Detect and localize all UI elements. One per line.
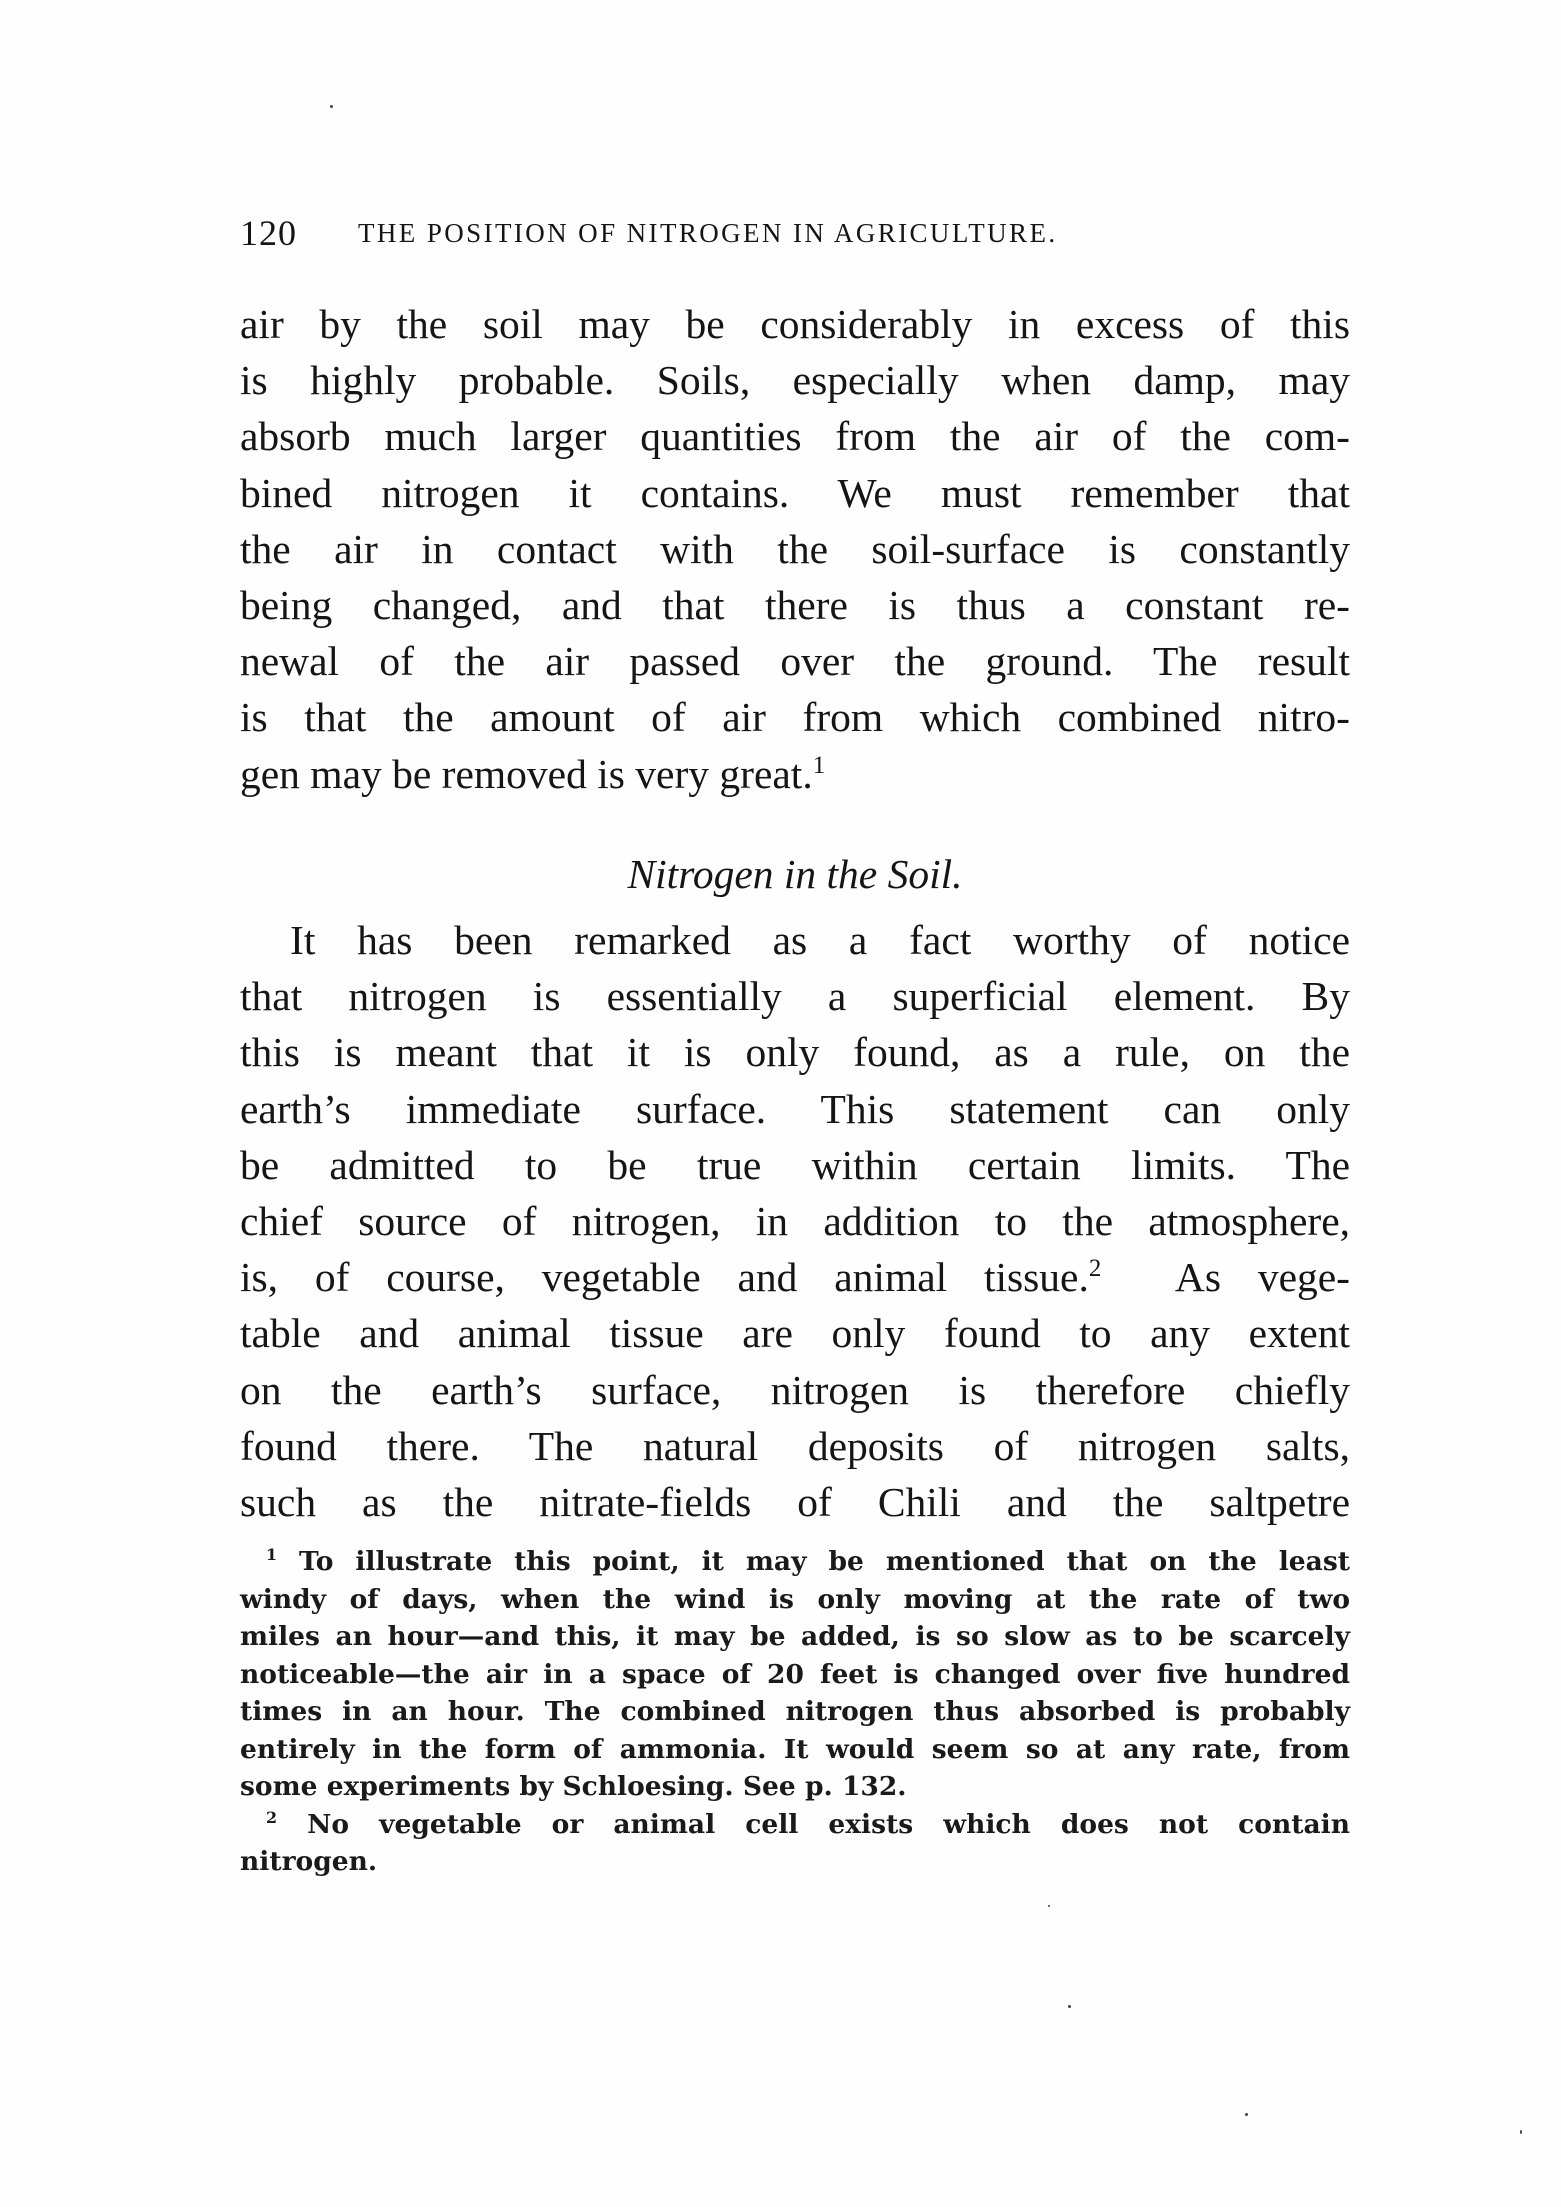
text-line: is that the amount of air from which combined nitro-: [240, 694, 1350, 741]
text-line: table and animal tissue are only found to any extent: [240, 1310, 1350, 1357]
paper-speck: [1048, 1905, 1050, 1907]
footnote-line: windy of days, when the wind is only moving at the rate of two: [240, 1583, 1350, 1615]
text-line: It has been remarked as a fact worthy of notice: [290, 917, 1350, 963]
page-number: 120: [240, 213, 297, 253]
text-line-content: gen may be removed is very great.: [240, 750, 813, 797]
text-line: be admitted to be true within certain limits. The: [240, 1141, 1350, 1188]
text-line-with-footnote-ref: [240, 1249, 1350, 1305]
text-line: chief source of nitrogen, in addition to the atmosphere,: [240, 1197, 1350, 1244]
paper-speck: [330, 105, 333, 108]
footnote-line: nitrogen.: [240, 1846, 378, 1877]
paper-speck: [1520, 2130, 1522, 2134]
footnote-1-first-line: [240, 1543, 1350, 1581]
footnote-text: No vegetable or animal cell exists which does not contain: [307, 1808, 1350, 1840]
text-line-tail: As vege-: [1174, 1254, 1351, 1301]
text-line: found there. The natural deposits of nitrogen salts,: [240, 1422, 1350, 1469]
footnote-line: miles an hour—and this, it may be added, is so slow as to be scarcely: [240, 1621, 1350, 1652]
running-head: [240, 212, 1350, 262]
text-line: on the earth’s surface, nitrogen is therefore chiefly: [240, 1366, 1350, 1413]
footnote-marker-1: 1: [266, 1545, 278, 1565]
text-line-content: is, of course, vegetable and animal tissue.: [240, 1254, 1089, 1301]
section-heading: Nitrogen in the Soil.: [627, 851, 963, 897]
text-line: newal of the air passed over the ground. The result: [240, 638, 1350, 685]
paragraph-2: [240, 912, 1350, 1530]
text-line-with-footnote-ref: [240, 746, 1350, 802]
text-line: air by the soil may be considerably in excess of this: [240, 301, 1350, 347]
text-line: being changed, and that there is thus a constant re-: [240, 581, 1350, 628]
text-line: this is meant that it is only found, as a rule, on the: [240, 1029, 1350, 1076]
text-line: such as the nitrate-fields of Chili and the saltpetre: [240, 1478, 1350, 1525]
paper-speck: [1068, 2005, 1071, 2008]
paragraph-1: [240, 296, 1350, 802]
text-line: bined nitrogen it contains. We must remember that: [240, 469, 1350, 516]
footnote-line: some experiments by Schloesing. See p. 132.: [240, 1771, 907, 1802]
footnote-2-first-line: [240, 1806, 1350, 1844]
footnote-line: times in an hour. The combined nitrogen thus absorbed is probably: [240, 1696, 1350, 1727]
footnote-ref-2[interactable]: 2: [1088, 1255, 1102, 1283]
footnote-line: noticeable—the air in a space of 20 feet is changed over five hundred: [240, 1658, 1350, 1690]
text-line: the air in contact with the soil-surface is constantly: [240, 525, 1350, 572]
text-line: earth’s immediate surface. This statement can only: [240, 1085, 1350, 1132]
footnotes: [240, 1543, 1350, 1881]
text-line: absorb much larger quantities from the air of the com-: [240, 413, 1350, 460]
text-line: that nitrogen is essentially a superficial element. By: [240, 973, 1350, 1020]
footnote-ref-1[interactable]: 1: [812, 751, 826, 779]
paper-speck: [1245, 2113, 1248, 2116]
running-title: THE POSITION OF NITROGEN IN AGRICULTURE.: [358, 218, 1058, 248]
footnote-line: entirely in the form of ammonia. It would seem so at any rate, from: [240, 1733, 1350, 1765]
footnote-marker-2: 2: [266, 1807, 278, 1827]
text-line: is highly probable. Soils, especially when damp, may: [240, 357, 1350, 404]
footnote-text: To illustrate this point, it may be mentioned that on the least: [299, 1546, 1350, 1577]
